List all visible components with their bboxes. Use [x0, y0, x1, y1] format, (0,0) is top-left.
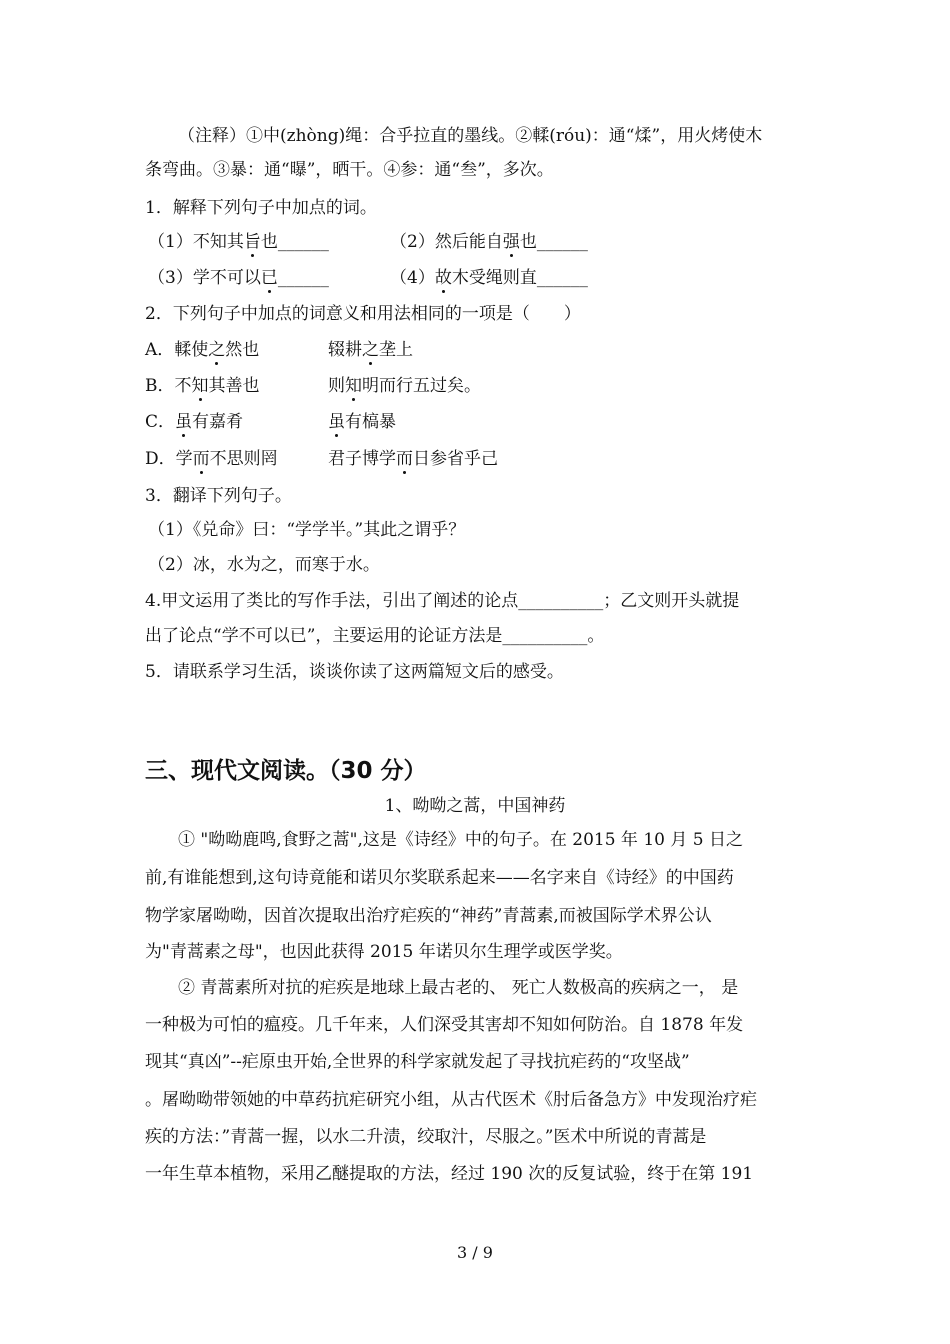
q1-i1-pre: （1）不知其: [148, 232, 244, 252]
q1-i2-post: 也______: [519, 232, 588, 252]
q2-title: 2．下列句子中加点的词意义和用法相同的一项是（ ）: [145, 304, 581, 324]
q2-b-dotted-word: 知: [191, 376, 209, 396]
q2-d-second: [328, 447, 498, 471]
q1-i3-pre: （3）学不可以: [148, 268, 261, 288]
q2-b2-pre: 则: [328, 376, 345, 396]
notes-line-1: （注释）①中(zhòng)绳：合乎拉直的墨线。②輮(róu)：通“煣”，用火烤使木: [178, 126, 763, 146]
q2-a-dotted-word: 之: [208, 340, 226, 360]
q2-option-b: [145, 374, 481, 398]
paragraph-2-line-2: 一种极为可怕的瘟疫。几千年来，人们深受其害却不知如何防治。自 1878 年发: [145, 1015, 744, 1035]
q1-i1-post: 也______: [260, 232, 329, 252]
q3-title: 3．翻译下列句子。: [145, 486, 292, 506]
q5-line-1: 5．请联系学习生活，谈谈你读了这两篇短文后的感受。: [145, 662, 564, 682]
q1-i2-dotted-word: 强: [502, 232, 520, 252]
paragraph-1-line-1: ① "呦呦鹿鸣,食野之蒿",这是《诗经》中的句子。在 2015 年 10 月 5 日之: [178, 830, 743, 850]
notes-line-2: 条弯曲。③暴：通“曝”，晒干。④参：通“叁”，多次。: [145, 160, 554, 180]
article-title: 1、呦呦之蒿，中国神药: [384, 796, 566, 816]
q2-option-c: [145, 410, 396, 434]
q2-b2-dotted-word: 知: [345, 376, 362, 396]
q4-line-1: 4.甲文运用了类比的写作手法，引出了阐述的论点__________；乙文则开头就提: [145, 591, 740, 611]
q2-a-second: [328, 338, 413, 362]
q2-a-label: A．輮使: [145, 340, 209, 360]
q1-i4-pre: （4）: [390, 268, 435, 288]
q2-c-dotted-word: 虽: [175, 412, 193, 432]
paragraph-2-line-4: 。屠呦呦带领她的中草药抗疟研究小组，从古代医术《肘后备急方》中发现治疗疟: [145, 1090, 757, 1110]
q2-c-second: [328, 410, 396, 434]
q1-i3-post: ______: [277, 268, 329, 288]
paragraph-2-line-6: 一年生草本植物，采用乙醚提取的方法，经过 190 次的反复试验，终于在第 191: [145, 1164, 754, 1184]
q2-d-post: 不思则罔: [209, 449, 278, 469]
q2-d-dotted-word: 而: [192, 449, 210, 469]
q1-i3-dotted-word: 已: [260, 268, 278, 288]
q1-title: 1．解释下列句子中加点的词。: [145, 198, 377, 218]
paragraph-1-line-2: 前,有谁能想到,这句诗竟能和诺贝尔奖联系起来——名字来自《诗经》的中国药: [145, 868, 734, 888]
paragraph-2-line-3: 现其“真凶”--疟原虫开始,全世界的科学家就发起了寻找抗疟药的“攻坚战”: [145, 1052, 690, 1072]
q2-b-label: B．不: [145, 376, 192, 396]
paragraph-1-line-4: 为"青蒿素之母"，也因此获得 2015 年诺贝尔生理学或医学奖。: [145, 942, 623, 962]
q2-b2-post: 明而行五过矣。: [362, 376, 481, 396]
q2-d2-post: 日参省乎己: [413, 449, 498, 469]
q3-item-2: （2）冰，水为之，而寒于水。: [148, 555, 380, 575]
paragraph-2-line-1: ② 青蒿素所对抗的疟疾是地球上最古老的、 死亡人数极高的疾病之一， 是: [178, 978, 739, 998]
q2-c2-dotted-word: 虽: [328, 412, 345, 432]
q2-a2-dotted-word: 之: [362, 340, 379, 360]
q1-i4-post: 木受绳则直______: [451, 268, 588, 288]
q1-i4-dotted-word: 故: [434, 268, 452, 288]
q3-item-1: （1）《兑命》曰：“学学半。”其此之谓乎？: [148, 520, 466, 540]
page-number: 3 / 9: [457, 1243, 493, 1262]
q1-i2: [390, 230, 588, 254]
q1-i1-dotted-word: 旨: [243, 232, 261, 252]
q2-a2-post: 垄上: [379, 340, 413, 360]
q1-items-row-1: [148, 230, 588, 254]
q1-i4: [390, 266, 588, 290]
q2-c-post: 有嘉肴: [192, 412, 244, 432]
q4-line-2: 出了论点“学不可以已”，主要运用的论证方法是__________。: [145, 626, 605, 646]
q2-b-second: [328, 374, 481, 398]
q2-a2-pre: 辍耕: [328, 340, 362, 360]
q1-items-row-2: [148, 266, 588, 290]
q2-d-label: D．学: [145, 449, 193, 469]
q1-i2-pre: （2）然后能自: [390, 232, 503, 252]
q2-a-post: 然也: [225, 340, 260, 360]
q2-b-post: 其善也: [208, 376, 260, 396]
q2-option-d: [145, 447, 498, 471]
q2-d2-pre: 君子博学: [328, 449, 396, 469]
paragraph-1-line-3: 物学家屠呦呦，因首次提取出治疗疟疾的“神药”青蒿素,而被国际学术界公认: [145, 906, 712, 926]
paragraph-2-line-5: 疾的方法：”青蒿一握，以水二升渍，绞取汁，尽服之。”医术中所说的青蒿是: [145, 1127, 707, 1147]
section-3-heading: 三、现代文阅读。（30 分）: [145, 758, 427, 784]
q2-c-label: C．: [145, 412, 176, 432]
q2-d2-dotted-word: 而: [396, 449, 413, 469]
q2-c2-post: 有槁暴: [345, 412, 396, 432]
q2-option-a: [145, 338, 413, 362]
